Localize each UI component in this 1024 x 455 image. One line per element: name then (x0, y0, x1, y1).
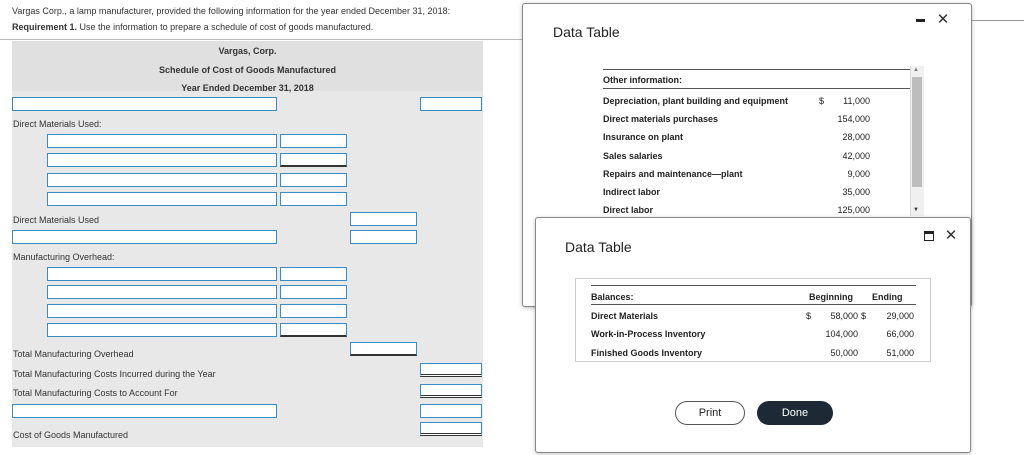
currency-symbol: $ (806, 311, 812, 321)
table-row-label: Indirect labor (603, 187, 661, 197)
currency-symbol: $ (861, 311, 867, 321)
amount-input[interactable] (350, 212, 417, 226)
table-row-value: 125,000 (837, 205, 870, 215)
table-row-label: Direct labor (603, 205, 654, 215)
close-icon[interactable]: ✕ (944, 227, 958, 244)
table-row-value: 42,000 (842, 151, 870, 161)
table-row-label: Insurance on plant (603, 132, 684, 142)
table-row-label: Repairs and maintenance—plant (603, 169, 743, 179)
mo-total-label: Total Manufacturing Overhead (13, 349, 134, 359)
cogm-label: Cost of Goods Manufactured (13, 430, 129, 440)
table-rule (603, 88, 911, 89)
table-row-label: Work-in-Process Inventory (591, 329, 706, 339)
line-label-input[interactable] (47, 173, 277, 187)
table-rule (591, 304, 916, 305)
schedule-period: Year Ended December 31, 2018 (181, 83, 314, 93)
table-row-label: Sales salaries (603, 151, 663, 161)
amount-input[interactable] (280, 134, 347, 148)
requirement-label: Requirement 1. (12, 22, 78, 32)
table-row-label: Direct materials purchases (603, 114, 719, 124)
amount-input[interactable] (280, 304, 347, 318)
header-divider (0, 39, 524, 40)
line-label-input[interactable] (47, 304, 277, 318)
scrollbar-thumb[interactable] (912, 77, 922, 187)
table-rule (603, 69, 911, 70)
scroll-up-icon[interactable]: ▲ (913, 67, 919, 73)
line-label-input[interactable] (47, 285, 277, 299)
print-button[interactable]: Print (675, 401, 745, 425)
amount-input[interactable] (280, 192, 347, 206)
requirement-text: Use the information to prepare a schedule of cost of goods manufactured. (79, 22, 374, 32)
balances-heading: Balances: (591, 292, 634, 302)
amount-input[interactable] (280, 323, 347, 337)
line-label-input[interactable] (12, 230, 277, 244)
window-edge-line (972, 20, 1024, 21)
requirement-line (12, 22, 373, 32)
amount-input[interactable] (420, 363, 482, 377)
table-row-label: Finished Goods Inventory (591, 348, 703, 358)
line-label-input[interactable] (47, 323, 277, 337)
line-label-input[interactable] (47, 192, 277, 206)
table-rule (591, 285, 916, 286)
amount-input[interactable] (420, 422, 482, 436)
tmc-incurred-label: Total Manufacturing Costs Incurred during the Year (13, 369, 216, 379)
amount-input[interactable] (350, 230, 417, 244)
scroll-down-icon[interactable]: ▼ (913, 207, 919, 213)
table-row-value: 28,000 (842, 132, 870, 142)
amount-input[interactable] (350, 342, 417, 356)
done-button[interactable]: Done (757, 401, 833, 425)
mo-header: Manufacturing Overhead: (13, 252, 115, 262)
amount-input[interactable] (420, 404, 482, 418)
dialog-title: Data Table (565, 239, 632, 255)
amount-input[interactable] (280, 153, 347, 167)
line-label-input[interactable] (47, 153, 277, 167)
dm-used-total-label: Direct Materials Used (13, 215, 100, 225)
amount-input[interactable] (280, 267, 347, 281)
section-heading: Other information: (603, 75, 682, 85)
amount-input[interactable] (280, 285, 347, 299)
dm-used-header: Direct Materials Used: (13, 119, 102, 129)
dialog-title: Data Table (553, 24, 620, 40)
table-row-label: Depreciation, plant building and equipment (603, 96, 789, 106)
table-row-value: 11,000 (843, 96, 870, 106)
amount-input[interactable] (420, 97, 482, 111)
minimize-icon[interactable] (916, 19, 925, 22)
line-label-input[interactable] (12, 404, 277, 418)
company-name: Vargas, Corp. (218, 46, 277, 56)
other-info-table (563, 63, 913, 215)
close-icon[interactable]: ✕ (936, 11, 950, 28)
line-label-input[interactable] (47, 134, 277, 148)
tmc-account-label: Total Manufacturing Costs to Account For (13, 388, 178, 398)
schedule-title: Schedule of Cost of Goods Manufactured (158, 65, 336, 75)
table-row-value: 9,000 (847, 169, 870, 179)
amount-input[interactable] (280, 173, 347, 187)
col-ending: Ending (872, 292, 903, 302)
col-beginning: Beginning (809, 292, 853, 302)
line-label-input[interactable] (47, 267, 277, 281)
table-rule (809, 304, 857, 305)
line-label-input[interactable] (12, 97, 277, 111)
beginning-value: 58,000 (830, 311, 858, 321)
table-row-value: 154,000 (837, 114, 870, 124)
balances-table (575, 278, 931, 362)
beginning-value: 104,000 (825, 329, 858, 339)
table-row-value: 35,000 (842, 187, 870, 197)
ending-value: 66,000 (886, 329, 914, 339)
problem-intro: Vargas Corp., a lamp manufacturer, provided the following information for the year ended December 31, 2018: (12, 6, 451, 16)
ending-value: 51,000 (886, 348, 914, 358)
maximize-icon[interactable] (924, 231, 934, 241)
table-row-label: Direct Materials (591, 311, 659, 321)
amount-input[interactable] (420, 384, 482, 398)
ending-value: 29,000 (886, 311, 914, 321)
beginning-value: 50,000 (830, 348, 858, 358)
currency-symbol: $ (819, 96, 825, 106)
